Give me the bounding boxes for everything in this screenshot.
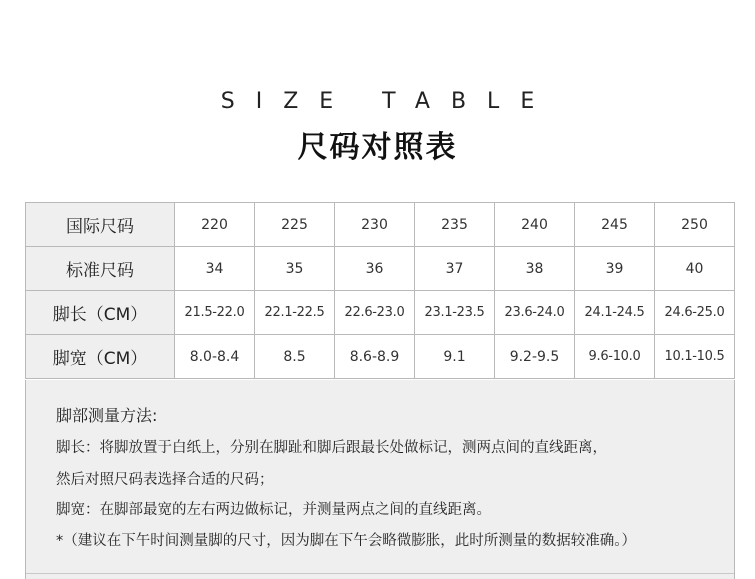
table-cell: 220 [175, 203, 255, 247]
table-cell: 38 [495, 247, 575, 291]
table-cell: 230 [335, 203, 415, 247]
table-cell: 8.0-8.4 [175, 335, 255, 379]
table-cell: 23.6-24.0 [495, 291, 575, 335]
table-row-foot-width [26, 335, 735, 379]
row-header: 脚长（CM） [26, 291, 175, 335]
table-row-foot-length [26, 291, 735, 335]
row-header: 脚宽（CM） [26, 335, 175, 379]
notes-heading: 脚部测量方法: [56, 406, 158, 425]
table-cell: 245 [575, 203, 655, 247]
table-cell: 36 [335, 247, 415, 291]
table-cell: 35 [255, 247, 335, 291]
table-cell: 9.6-10.0 [575, 335, 655, 379]
measurement-tip: *（建议在下午时间测量脚的尺寸，因为脚在下午会略微膨胀，此时所测量的数据较准确。） [56, 533, 636, 549]
table-cell: 24.1-24.5 [575, 291, 655, 335]
divider [26, 573, 734, 574]
table-cell: 22.1-22.5 [255, 291, 335, 335]
row-header: 标准尺码 [26, 247, 175, 291]
foot-length-instruction: 脚长：将脚放置于白纸上，分别在脚趾和脚后跟最长处做标记，测两点间的直线距离， [56, 440, 607, 456]
row-header: 国际尺码 [26, 203, 175, 247]
table-cell: 21.5-22.0 [175, 291, 255, 335]
table-cell: 37 [415, 247, 495, 291]
foot-width-instruction: 脚宽：在脚部最宽的左右两边做标记，并测量两点之间的直线距离。 [56, 502, 491, 518]
table-cell: 10.1-10.5 [655, 335, 735, 379]
table-cell: 235 [415, 203, 495, 247]
measurement-notes [25, 380, 735, 579]
table-row-standard-size [26, 247, 735, 291]
table-cell: 8.5 [255, 335, 335, 379]
foot-length-instruction-cont: 然后对照尺码表选择合适的尺码； [56, 472, 274, 488]
table-cell: 9.2-9.5 [495, 335, 575, 379]
table-cell: 225 [255, 203, 335, 247]
table-cell: 34 [175, 247, 255, 291]
table-cell: 8.6-8.9 [335, 335, 415, 379]
table-cell: 40 [655, 247, 735, 291]
table-cell: 24.6-25.0 [655, 291, 735, 335]
title-chinese: 尺码对照表 [297, 130, 458, 165]
table-cell: 9.1 [415, 335, 495, 379]
title-english: SIZE TABLE [220, 89, 556, 114]
table-cell: 23.1-23.5 [415, 291, 495, 335]
table-cell: 22.6-23.0 [335, 291, 415, 335]
table-cell: 240 [495, 203, 575, 247]
size-table [25, 202, 735, 379]
table-cell: 39 [575, 247, 655, 291]
table-cell: 250 [655, 203, 735, 247]
table-row-intl-size [26, 203, 735, 247]
